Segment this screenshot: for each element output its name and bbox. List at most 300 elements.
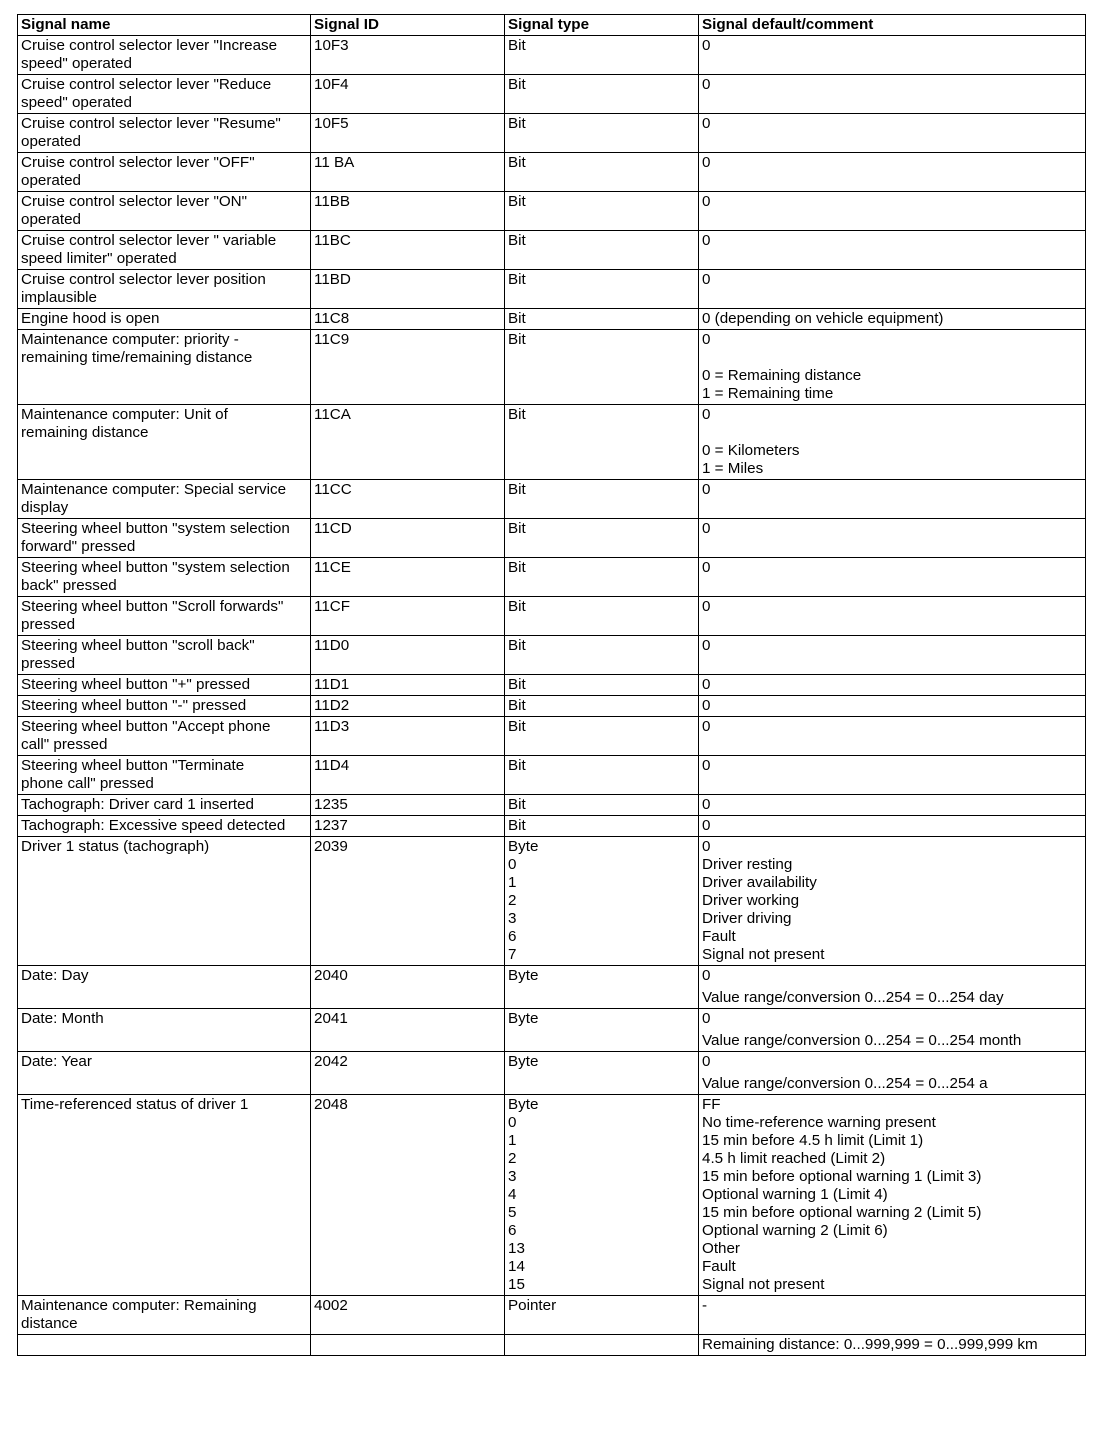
signal-type-line: 2 [508, 1150, 517, 1167]
signal-id-cell [311, 1009, 505, 1052]
signal-name-cell [18, 1296, 311, 1335]
signal-type-cell [505, 675, 699, 696]
signal-name-line: Steering wheel button "system selection [21, 559, 290, 576]
signal-id-cell [311, 558, 505, 597]
signal-type-line: 3 [508, 910, 517, 927]
signal-id-line: 10F4 [314, 76, 349, 93]
signal-type-line: Bit [508, 637, 526, 654]
signal-type-cell [505, 153, 699, 192]
signal-comment-line: 0 [702, 115, 711, 132]
signal-type-line: 6 [508, 1222, 517, 1239]
signal-name-line: Tachograph: Driver card 1 inserted [21, 796, 254, 813]
signal-id-line: 11BC [314, 232, 351, 249]
signal-id-cell [311, 192, 505, 231]
signal-comment-line: Driver resting [702, 856, 793, 873]
signal-name-line: Engine hood is open [21, 310, 160, 327]
signal-type-line: 1 [508, 874, 517, 891]
signal-comment-cell [699, 1335, 1086, 1356]
signal-type-cell [505, 966, 699, 1009]
signal-comment-line: 0 [702, 697, 711, 714]
signal-name-line: speed limiter" operated [21, 250, 177, 267]
signal-type-line: Bit [508, 310, 526, 327]
signal-id-line: 11CD [314, 520, 352, 537]
signal-comment-cell [699, 558, 1086, 597]
signal-name-cell [18, 966, 311, 1009]
signal-id-line: 11 BA [314, 154, 355, 171]
signal-type-line: Bit [508, 154, 526, 171]
signal-type-cell [505, 597, 699, 636]
signal-type-line: 13 [508, 1240, 525, 1257]
signal-id-line: 1235 [314, 796, 348, 813]
signal-id-cell [311, 270, 505, 309]
signal-name-cell [18, 717, 311, 756]
signal-comment-cell [699, 114, 1086, 153]
table-row [18, 405, 1086, 480]
signal-name-line: Date: Month [21, 1010, 104, 1027]
signal-type-line: Bit [508, 697, 526, 714]
signal-id-line: 2042 [314, 1053, 348, 1070]
signal-comment-line: Fault [702, 1258, 736, 1275]
signal-type-cell [505, 114, 699, 153]
signal-comment-line: 0 [702, 37, 711, 54]
signal-name-line: phone call" pressed [21, 775, 154, 792]
signal-id-line: 11BB [314, 193, 351, 210]
signal-type-cell [505, 696, 699, 717]
signal-id-line: 11D0 [314, 637, 350, 654]
signal-name-line: implausible [21, 289, 97, 306]
signal-id-line: 11BD [314, 271, 351, 288]
signal-name-line: operated [21, 211, 81, 228]
signal-id-cell [311, 1052, 505, 1095]
signal-type-line: Bit [508, 559, 526, 576]
signal-type-cell [505, 36, 699, 75]
table-row [18, 1335, 1086, 1356]
signal-type-cell [505, 270, 699, 309]
signal-name-cell [18, 309, 311, 330]
signal-comment-line: 1 = Remaining time [702, 385, 834, 402]
table-row [18, 696, 1086, 717]
signal-id-cell [311, 480, 505, 519]
signal-name-line [21, 1336, 307, 1354]
signal-comment-line: Value range/conversion 0...254 = 0...254 day [702, 989, 1004, 1006]
signal-id-line: 4002 [314, 1297, 348, 1314]
table-row [18, 795, 1086, 816]
signal-id-line: 11CE [314, 559, 351, 576]
signal-type-cell [505, 1009, 699, 1052]
signal-id-line: 11D1 [314, 676, 350, 693]
signal-comment-line: 0 [702, 193, 711, 210]
signal-id-line: 11CC [314, 481, 352, 498]
signal-name-cell [18, 519, 311, 558]
header-signal-comment: Signal default/comment [699, 15, 1086, 36]
signal-type-line: Bit [508, 598, 526, 615]
signal-id-line: 11CF [314, 598, 351, 615]
signal-comment-cell [699, 519, 1086, 558]
header-signal-name: Signal name [18, 15, 311, 36]
signal-id-cell [311, 795, 505, 816]
signal-type-line: 1 [508, 1132, 517, 1149]
signal-comment-cell [699, 795, 1086, 816]
signal-type-cell [505, 519, 699, 558]
signal-type-cell [505, 558, 699, 597]
table-row [18, 75, 1086, 114]
signal-comment-line: 0 [702, 676, 711, 693]
signal-id-line: 11C9 [314, 331, 350, 348]
signal-comment-cell [699, 405, 1086, 480]
signal-name-line: Date: Day [21, 967, 89, 984]
signal-name-line: Maintenance computer: priority - [21, 331, 239, 348]
signal-comment-line: 0 [702, 1010, 711, 1027]
signal-type-line: Bit [508, 37, 526, 54]
signal-comment-line: 0 [702, 718, 711, 735]
signal-type-line: Bit [508, 676, 526, 693]
signal-name-line: Steering wheel button "+" pressed [21, 676, 251, 693]
signal-comment-line [702, 424, 1082, 442]
signal-id-cell [311, 1296, 505, 1335]
signal-comment-line: 0 = Remaining distance [702, 367, 862, 384]
signal-comment-line: 0 [702, 76, 711, 93]
signal-comment-cell [699, 270, 1086, 309]
signal-name-line: operated [21, 133, 81, 150]
signal-comment-line: 4.5 h limit reached (Limit 2) [702, 1150, 886, 1167]
signal-comment-line: 0 (depending on vehicle equipment) [702, 310, 944, 327]
signal-comment-cell [699, 597, 1086, 636]
signal-type-cell [505, 75, 699, 114]
signal-comment-cell [699, 1052, 1086, 1095]
signal-type-line: 4 [508, 1186, 517, 1203]
signal-comment-line: 0 [702, 232, 711, 249]
signal-type-line: 14 [508, 1258, 525, 1275]
signal-type-line: Bit [508, 232, 526, 249]
signal-type-line: Bit [508, 520, 526, 537]
signal-type-line: Bit [508, 193, 526, 210]
signal-type-cell [505, 330, 699, 405]
signal-comment-line: 15 min before optional warning 2 (Limit 5) [702, 1204, 982, 1221]
header-signal-id: Signal ID [311, 15, 505, 36]
signal-comment-line: No time-reference warning present [702, 1114, 936, 1131]
signal-id-cell [311, 153, 505, 192]
signal-type-line: Bit [508, 406, 526, 423]
signal-type-line: Bit [508, 817, 526, 834]
signal-id-cell [311, 1335, 505, 1356]
signal-id-line [314, 1336, 501, 1354]
signal-type-line [508, 1336, 695, 1354]
signal-name-cell [18, 1095, 311, 1296]
signal-comment-line: 0 [702, 637, 711, 654]
table-row [18, 153, 1086, 192]
table-row [18, 519, 1086, 558]
signal-type-line: Bit [508, 481, 526, 498]
signal-comment-cell [699, 75, 1086, 114]
signal-type-line: 5 [508, 1204, 517, 1221]
signal-comment-line: 0 [702, 838, 711, 855]
signal-id-cell [311, 816, 505, 837]
signal-name-line: Cruise control selector lever position [21, 271, 266, 288]
table-row [18, 675, 1086, 696]
signal-comment-line: 0 [702, 559, 711, 576]
signal-type-line: 7 [508, 946, 517, 963]
signal-name-line: Steering wheel button "Terminate [21, 757, 245, 774]
signal-comment-line: FF [702, 1096, 721, 1113]
signal-name-cell [18, 597, 311, 636]
table-row [18, 1095, 1086, 1296]
signal-comment-cell [699, 36, 1086, 75]
signal-id-line: 2039 [314, 838, 348, 855]
signal-name-cell [18, 1335, 311, 1356]
signal-type-cell [505, 405, 699, 480]
signal-name-line: Cruise control selector lever "Resume" [21, 115, 281, 132]
signal-id-line: 11D2 [314, 697, 350, 714]
signal-name-line: back" pressed [21, 577, 117, 594]
signal-comment-line: 0 = Kilometers [702, 442, 800, 459]
signal-name-line: Date: Year [21, 1053, 92, 1070]
signal-comment-line: 0 [702, 406, 711, 423]
table-row [18, 966, 1086, 1009]
signal-name-cell [18, 816, 311, 837]
signal-comment-line: Optional warning 2 (Limit 6) [702, 1222, 888, 1239]
signal-type-cell [505, 636, 699, 675]
signal-name-line: Driver 1 status (tachograph) [21, 838, 210, 855]
signal-id-cell [311, 597, 505, 636]
signal-comment-cell [699, 192, 1086, 231]
signal-name-cell [18, 75, 311, 114]
signal-comment-line: 0 [702, 757, 711, 774]
signal-type-line: Byte [508, 1053, 539, 1070]
signal-id-line: 1237 [314, 817, 348, 834]
signal-type-cell [505, 717, 699, 756]
signal-type-line: Pointer [508, 1297, 557, 1314]
signal-name-line: Cruise control selector lever "Reduce [21, 76, 272, 93]
signal-comment-cell [699, 717, 1086, 756]
signal-name-cell [18, 480, 311, 519]
signal-name-line: Steering wheel button "Scroll forwards" [21, 598, 284, 615]
signal-type-line: 0 [508, 856, 517, 873]
signal-type-line: 0 [508, 1114, 517, 1131]
signal-comment-line: 0 [702, 817, 711, 834]
signal-name-cell [18, 153, 311, 192]
signal-type-line: Byte [508, 967, 539, 984]
signal-comment-cell [699, 309, 1086, 330]
signal-name-line: display [21, 499, 69, 516]
signal-name-line: pressed [21, 655, 76, 672]
signal-comment-cell [699, 1009, 1086, 1052]
signal-name-cell [18, 192, 311, 231]
signal-name-line: forward" pressed [21, 538, 136, 555]
signal-id-cell [311, 114, 505, 153]
signal-comment-line [702, 349, 1082, 367]
signal-type-cell [505, 480, 699, 519]
signal-id-line: 10F3 [314, 37, 349, 54]
table-row [18, 270, 1086, 309]
signal-name-line: speed" operated [21, 55, 132, 72]
signal-comment-line: Signal not present [702, 946, 825, 963]
signal-name-line: speed" operated [21, 94, 132, 111]
header-signal-type: Signal type [505, 15, 699, 36]
signal-id-line: 2048 [314, 1096, 348, 1113]
signal-name-cell [18, 675, 311, 696]
signal-comment-cell [699, 816, 1086, 837]
signal-comment-line: Value range/conversion 0...254 = 0...254 month [702, 1032, 1022, 1049]
signal-id-line: 11D3 [314, 718, 350, 735]
signal-type-line: 15 [508, 1276, 525, 1293]
signal-name-cell [18, 756, 311, 795]
signal-comment-line: Driver driving [702, 910, 792, 927]
signal-id-cell [311, 405, 505, 480]
table-row [18, 1296, 1086, 1335]
signal-name-cell [18, 696, 311, 717]
signal-name-line: pressed [21, 616, 76, 633]
signal-name-cell [18, 636, 311, 675]
signal-comment-cell [699, 675, 1086, 696]
signal-type-line: 3 [508, 1168, 517, 1185]
signal-type-cell [505, 1335, 699, 1356]
signal-name-line: Tachograph: Excessive speed detected [21, 817, 286, 834]
signal-name-cell [18, 36, 311, 75]
signal-id-cell [311, 696, 505, 717]
signal-id-line: 2041 [314, 1010, 348, 1027]
signal-id-cell [311, 966, 505, 1009]
signal-type-cell [505, 309, 699, 330]
signal-name-line: Time-referenced status of driver 1 [21, 1096, 249, 1113]
signal-type-line: Bit [508, 796, 526, 813]
signal-comment-line: 15 min before 4.5 h limit (Limit 1) [702, 1132, 924, 1149]
signal-id-cell [311, 75, 505, 114]
signal-comment-cell [699, 636, 1086, 675]
table-row [18, 756, 1086, 795]
signal-name-cell [18, 837, 311, 966]
signal-name-line: Steering wheel button "-" pressed [21, 697, 247, 714]
signal-name-line: Cruise control selector lever " variable [21, 232, 277, 249]
signal-id-cell [311, 1095, 505, 1296]
signal-comment-cell [699, 153, 1086, 192]
signal-id-cell [311, 837, 505, 966]
signal-name-line: Maintenance computer: Remaining [21, 1297, 257, 1314]
signal-comment-cell [699, 1095, 1086, 1296]
signal-type-line: Bit [508, 331, 526, 348]
signal-name-line: distance [21, 1315, 78, 1332]
signal-type-cell [505, 1095, 699, 1296]
signal-type-cell [505, 1296, 699, 1335]
signal-id-cell [311, 636, 505, 675]
signal-id-line: 11CA [314, 406, 351, 423]
signal-comment-cell [699, 480, 1086, 519]
table-row [18, 309, 1086, 330]
signal-comment-cell [699, 837, 1086, 966]
signal-type-line: Bit [508, 271, 526, 288]
signal-id-line: 10F5 [314, 115, 349, 132]
signal-type-line: 6 [508, 928, 517, 945]
signal-id-cell [311, 231, 505, 270]
signal-comment-line: 0 [702, 796, 711, 813]
signal-name-line: Cruise control selector lever "OFF" [21, 154, 255, 171]
signal-comment-cell [699, 231, 1086, 270]
signal-comment-line: Fault [702, 928, 736, 945]
signal-name-line: remaining distance [21, 424, 149, 441]
table-row [18, 816, 1086, 837]
signal-type-line: Byte [508, 1010, 539, 1027]
signal-id-cell [311, 717, 505, 756]
table-row [18, 330, 1086, 405]
signal-type-line: Bit [508, 115, 526, 132]
signal-name-cell [18, 330, 311, 405]
table-row [18, 231, 1086, 270]
signal-name-line: Cruise control selector lever "ON" [21, 193, 248, 210]
signal-id-line: 11D4 [314, 757, 350, 774]
signal-id-line: 11C8 [314, 310, 350, 327]
signal-name-cell [18, 405, 311, 480]
signal-comment-cell [699, 966, 1086, 1009]
signal-type-line: Byte [508, 1096, 539, 1113]
signal-name-cell [18, 795, 311, 816]
signal-name-line: operated [21, 172, 81, 189]
signal-type-line: Bit [508, 76, 526, 93]
signal-type-cell [505, 795, 699, 816]
table-row [18, 36, 1086, 75]
signal-type-cell [505, 1052, 699, 1095]
signal-comment-line: 0 [702, 271, 711, 288]
signal-comment-line: Driver working [702, 892, 800, 909]
signal-comment-line: 0 [702, 331, 711, 348]
signal-type-cell [505, 756, 699, 795]
signal-type-line: Bit [508, 757, 526, 774]
signal-type-cell [505, 816, 699, 837]
signal-id-cell [311, 309, 505, 330]
table-body [18, 36, 1086, 1356]
signal-comment-line: 0 [702, 1053, 711, 1070]
signal-comment-line: 0 [702, 481, 711, 498]
signal-comment-line: Other [702, 1240, 740, 1257]
signal-name-cell [18, 270, 311, 309]
signal-comment-line: Optional warning 1 (Limit 4) [702, 1186, 888, 1203]
signal-comment-line: - [702, 1297, 708, 1314]
signal-name-line: Maintenance computer: Unit of [21, 406, 228, 423]
signal-comment-line: 0 [702, 967, 711, 984]
signal-type-cell [505, 231, 699, 270]
signal-id-line: 2040 [314, 967, 348, 984]
signal-comment-cell [699, 1296, 1086, 1335]
signal-type-cell [505, 837, 699, 966]
table-row [18, 717, 1086, 756]
signal-comment-line: 0 [702, 520, 711, 537]
signal-name-line: Cruise control selector lever "Increase [21, 37, 278, 54]
table-row [18, 1052, 1086, 1095]
signal-name-line: call" pressed [21, 736, 108, 753]
signal-name-cell [18, 558, 311, 597]
signal-name-cell [18, 1009, 311, 1052]
signal-type-line: Bit [508, 718, 526, 735]
signal-comment-line: Driver availability [702, 874, 817, 891]
table-row [18, 1009, 1086, 1052]
signal-comment-line: 0 [702, 598, 711, 615]
table-row [18, 558, 1086, 597]
table-row [18, 480, 1086, 519]
signal-comment-line: Remaining distance: 0...999,999 = 0...999,999 km [702, 1336, 1038, 1353]
signal-comment-line: Value range/conversion 0...254 = 0...254 a [702, 1075, 988, 1092]
signal-table [17, 14, 1086, 1356]
signal-name-line: Steering wheel button "scroll back" [21, 637, 255, 654]
signal-id-cell [311, 519, 505, 558]
signal-id-cell [311, 36, 505, 75]
signal-type-line: 2 [508, 892, 517, 909]
signal-comment-line: 1 = Miles [702, 460, 764, 477]
signal-id-cell [311, 756, 505, 795]
signal-comment-cell [699, 696, 1086, 717]
signal-name-line: Maintenance computer: Special service [21, 481, 287, 498]
signal-comment-line: Signal not present [702, 1276, 825, 1293]
signal-type-line: Byte [508, 838, 539, 855]
signal-name-cell [18, 1052, 311, 1095]
table-row [18, 636, 1086, 675]
